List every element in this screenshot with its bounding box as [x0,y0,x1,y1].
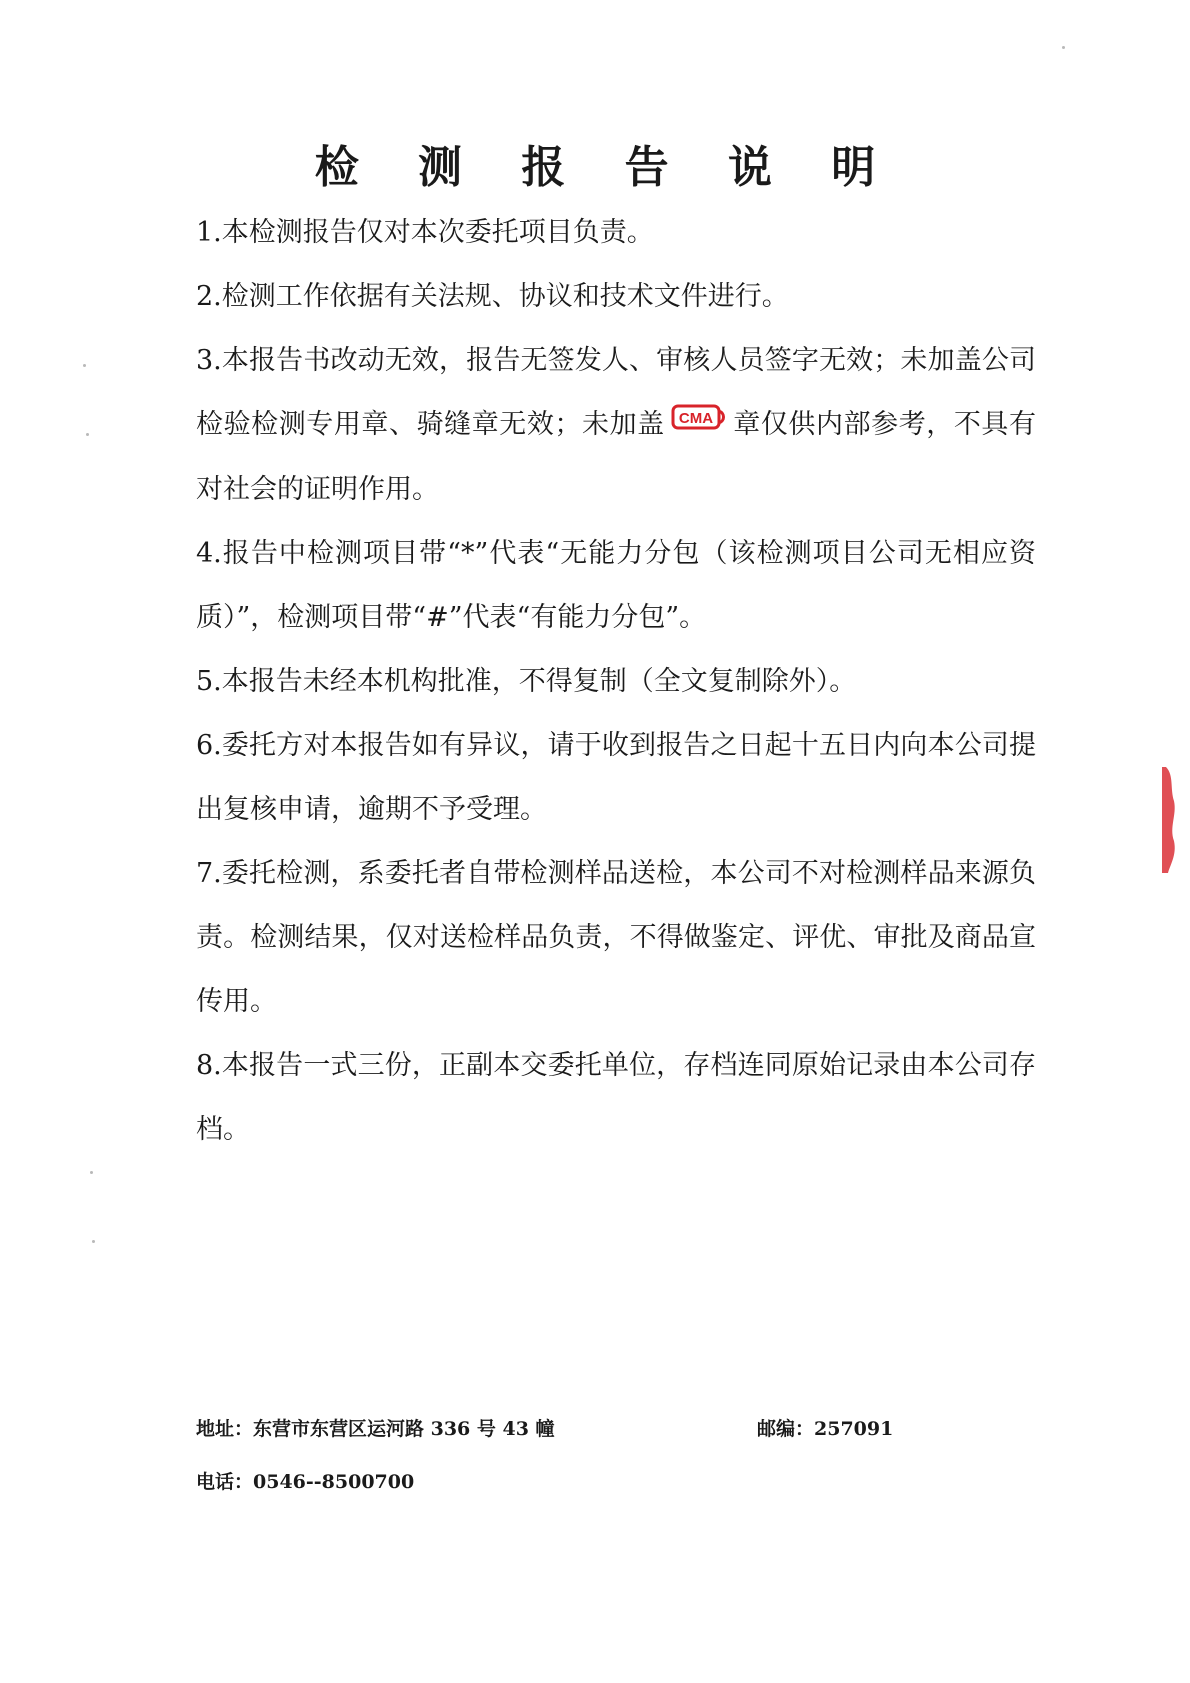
scan-speck [1062,46,1065,49]
cma-mark-label: CMA [678,409,713,427]
seal-edge-mark [1160,765,1178,875]
footer-postcode: 邮编：257091 [757,1418,894,1440]
clause-3-text-after: 章仅供内部参考，不具有对社会的证明作用。 [196,409,1037,505]
clause-3 [196,329,1036,522]
scan-speck [86,433,89,436]
document-body [196,201,1036,1162]
scan-speck [83,364,86,367]
clause-6: 6.委托方对本报告如有异议，请于收到报告之日起十五日内向本公司提出复核申请，逾期不予受理。 [196,729,1036,825]
document-title: 检 测 报 告 说 明 [314,142,898,193]
footer-phone: 电话：0546--8500700 [196,1471,415,1493]
clause-8: 8.本报告一式三份，正副本交委托单位，存档连同原始记录由本公司存档。 [196,1049,1036,1145]
clause-7: 7.委托检测，系委托者自带检测样品送检，本公司不对检测样品来源负责。检测结果，仅对送检样品负责，不得做鉴定、评优、审批及商品宣传用。 [196,857,1036,1017]
cma-mark-icon [671,391,727,455]
scan-speck [90,1171,93,1174]
scan-speck [92,1240,95,1243]
clause-4: 4.报告中检测项目带“*”代表“无能力分包（该检测项目公司无相应资质）”，检测项目带“#”代表“有能力分包”。 [196,537,1036,633]
footer-address: 地址：东营市东营区运河路 336 号 43 幢 [196,1418,555,1440]
clause-3-text-before: 3.本报告书改动无效，报告无签发人、审核人员签字无效；未加盖公司检验检测专用章、骑缝章无效；未加盖 [196,345,1036,440]
clause-2: 2.检测工作依据有关法规、协议和技术文件进行。 [196,281,789,312]
clause-5: 5.本报告未经本机构批准，不得复制（全文复制除外）。 [196,665,857,697]
clause-1: 1.本检测报告仅对本次委托项目负责。 [196,217,654,248]
